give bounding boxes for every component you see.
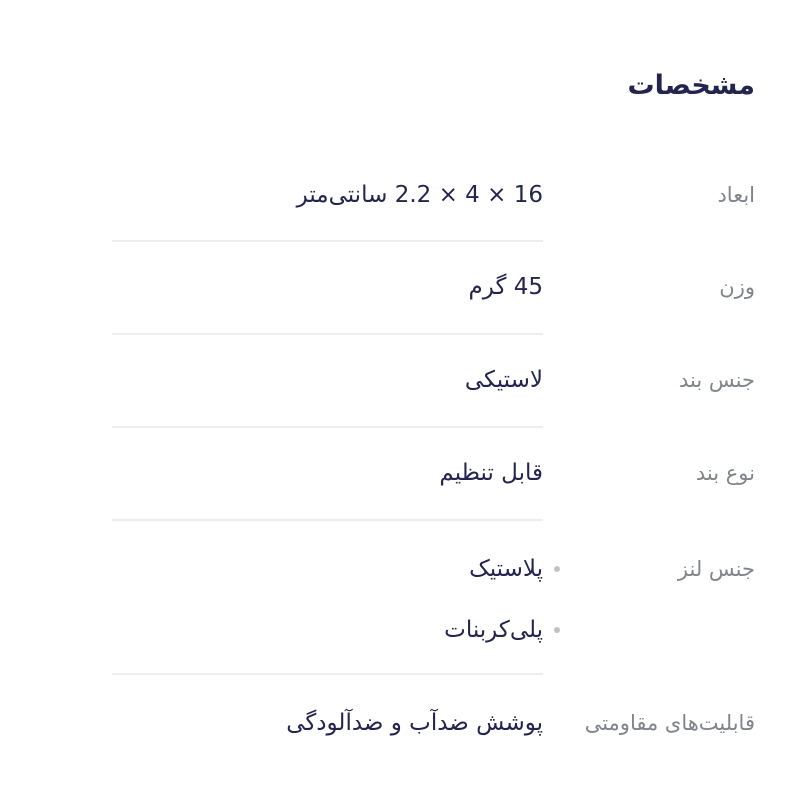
spec-label: وزن bbox=[719, 275, 755, 299]
spec-value-container bbox=[112, 428, 543, 521]
spec-row-weight bbox=[44, 242, 755, 335]
spec-value: پلی‌کربنات bbox=[444, 617, 543, 643]
spec-value: قابل تنظیم bbox=[439, 460, 543, 486]
spec-label: ابعاد bbox=[717, 183, 755, 207]
spec-value-container bbox=[112, 521, 543, 675]
spec-label: جنس لنز bbox=[677, 557, 755, 581]
spec-value: پلاستیک bbox=[469, 556, 543, 582]
spec-value-bulleted bbox=[112, 615, 543, 645]
spec-value-bulleted bbox=[112, 554, 543, 584]
spec-value-container bbox=[112, 335, 543, 428]
spec-value: 45 گرم bbox=[468, 274, 543, 300]
spec-value: پوشش ضدآب و ضدآلودگی bbox=[286, 710, 543, 736]
bullet-dot-icon bbox=[554, 627, 560, 633]
spec-row-dimensions bbox=[44, 150, 755, 242]
spec-value-container bbox=[112, 242, 543, 335]
bullet-dot-icon bbox=[554, 566, 560, 572]
section-title: مشخصات bbox=[627, 70, 755, 101]
spec-value: 16 × 4 × 2.2 سانتی‌متر bbox=[296, 182, 543, 208]
spec-row-lens-material bbox=[44, 521, 755, 675]
spec-value-container bbox=[112, 675, 543, 755]
spec-value: لاستیکی bbox=[464, 367, 543, 393]
spec-value-container bbox=[112, 150, 543, 242]
spec-row-resistance bbox=[44, 675, 755, 755]
spec-row-strap-material bbox=[44, 335, 755, 428]
specs-list bbox=[44, 150, 755, 755]
spec-row-strap-type bbox=[44, 428, 755, 521]
spec-label: جنس بند bbox=[679, 368, 755, 392]
spec-label: نوع بند bbox=[695, 461, 755, 485]
spec-label: قابلیت‌های مقاومتی bbox=[584, 711, 755, 735]
